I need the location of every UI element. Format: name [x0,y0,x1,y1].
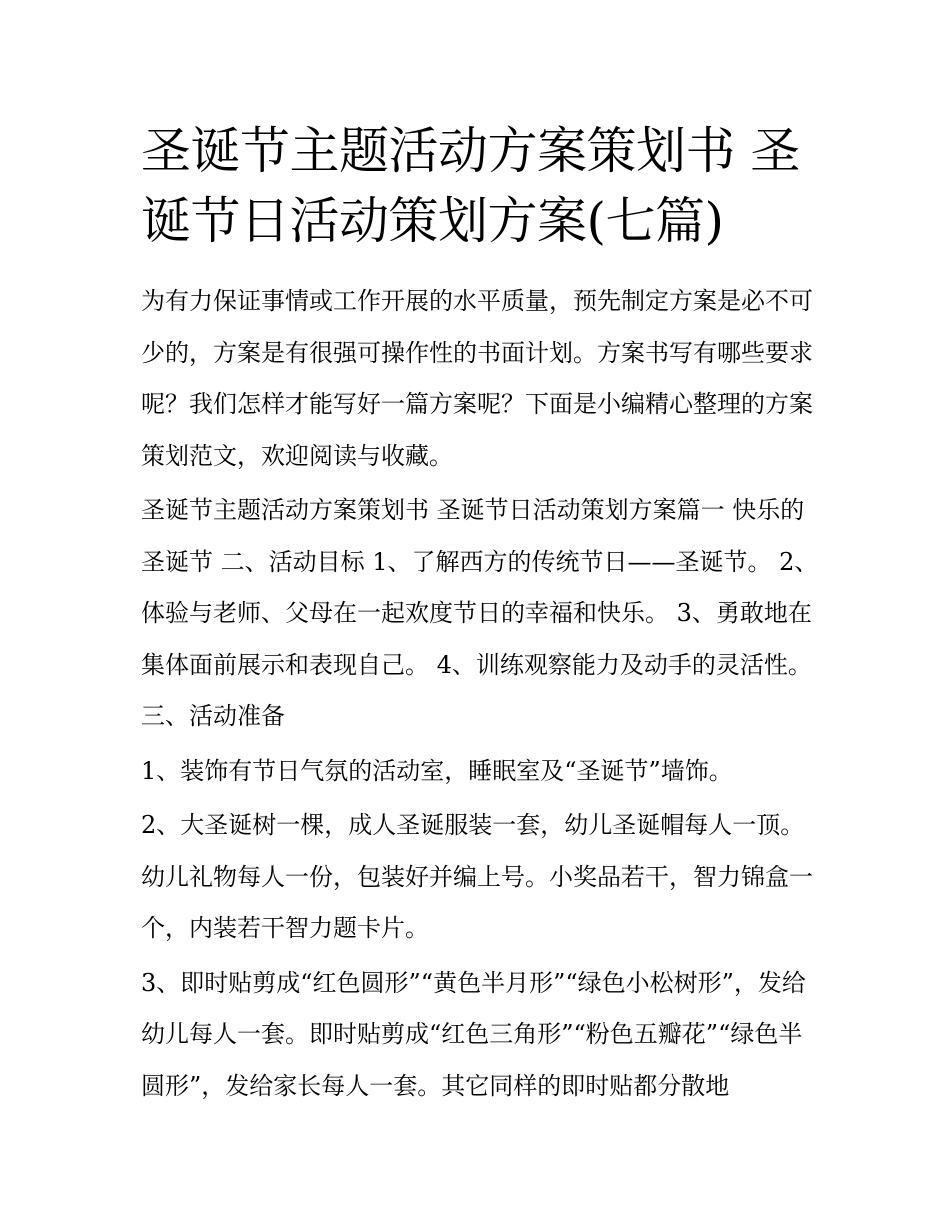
paragraph-prep-3: 3、即时贴剪成“红色圆形”“黄色半月形”“绿色小松树形”，发给幼儿每人一套。即时贴剪成“红色三角形”“粉色五瓣花”“绿色半圆形”，发给家长每人一套。其它同样的即时贴都分散地 [141,968,806,1100]
document-body [141,276,821,1115]
paragraph-activity-goals: 圣诞节主题活动方案策划书 圣诞节日活动策划方案篇一 快乐的圣诞节 二、活动目标 1、了解西方的传统节日——圣诞节。 2、体验与老师、父母在一起欢度节日的幸福和快乐。 3、勇敢地在集体面前展示和表现自己。 4、训练观察能力及动手的灵活性。 三、活动准备 [141,496,819,730]
document-title: 圣诞节主题活动方案策划书 圣诞节日活动策划方案(七篇) [141,122,800,250]
paragraph-prep-2: 2、大圣诞树一棵，成人圣诞服装一套，幼儿圣诞帽每人一顶。幼儿礼物每人一份，包装好并编上号。小奖品若干，智力锦盒一个，内装若干智力题卡片。 [141,811,813,942]
paragraph-intro: 为有力保证事情或工作开展的水平质量，预先制定方案是必不可少的，方案是有很强可操作性的书面计划。方案书写有哪些要求呢？我们怎样才能写好一篇方案呢？下面是小编精心整理的方案策划范文，欢迎阅读与收藏。 [141,287,813,470]
paragraph-prep-1: 1、装饰有节日气氛的活动室，睡眠室及“圣诞节”墙饰。 [141,756,733,785]
